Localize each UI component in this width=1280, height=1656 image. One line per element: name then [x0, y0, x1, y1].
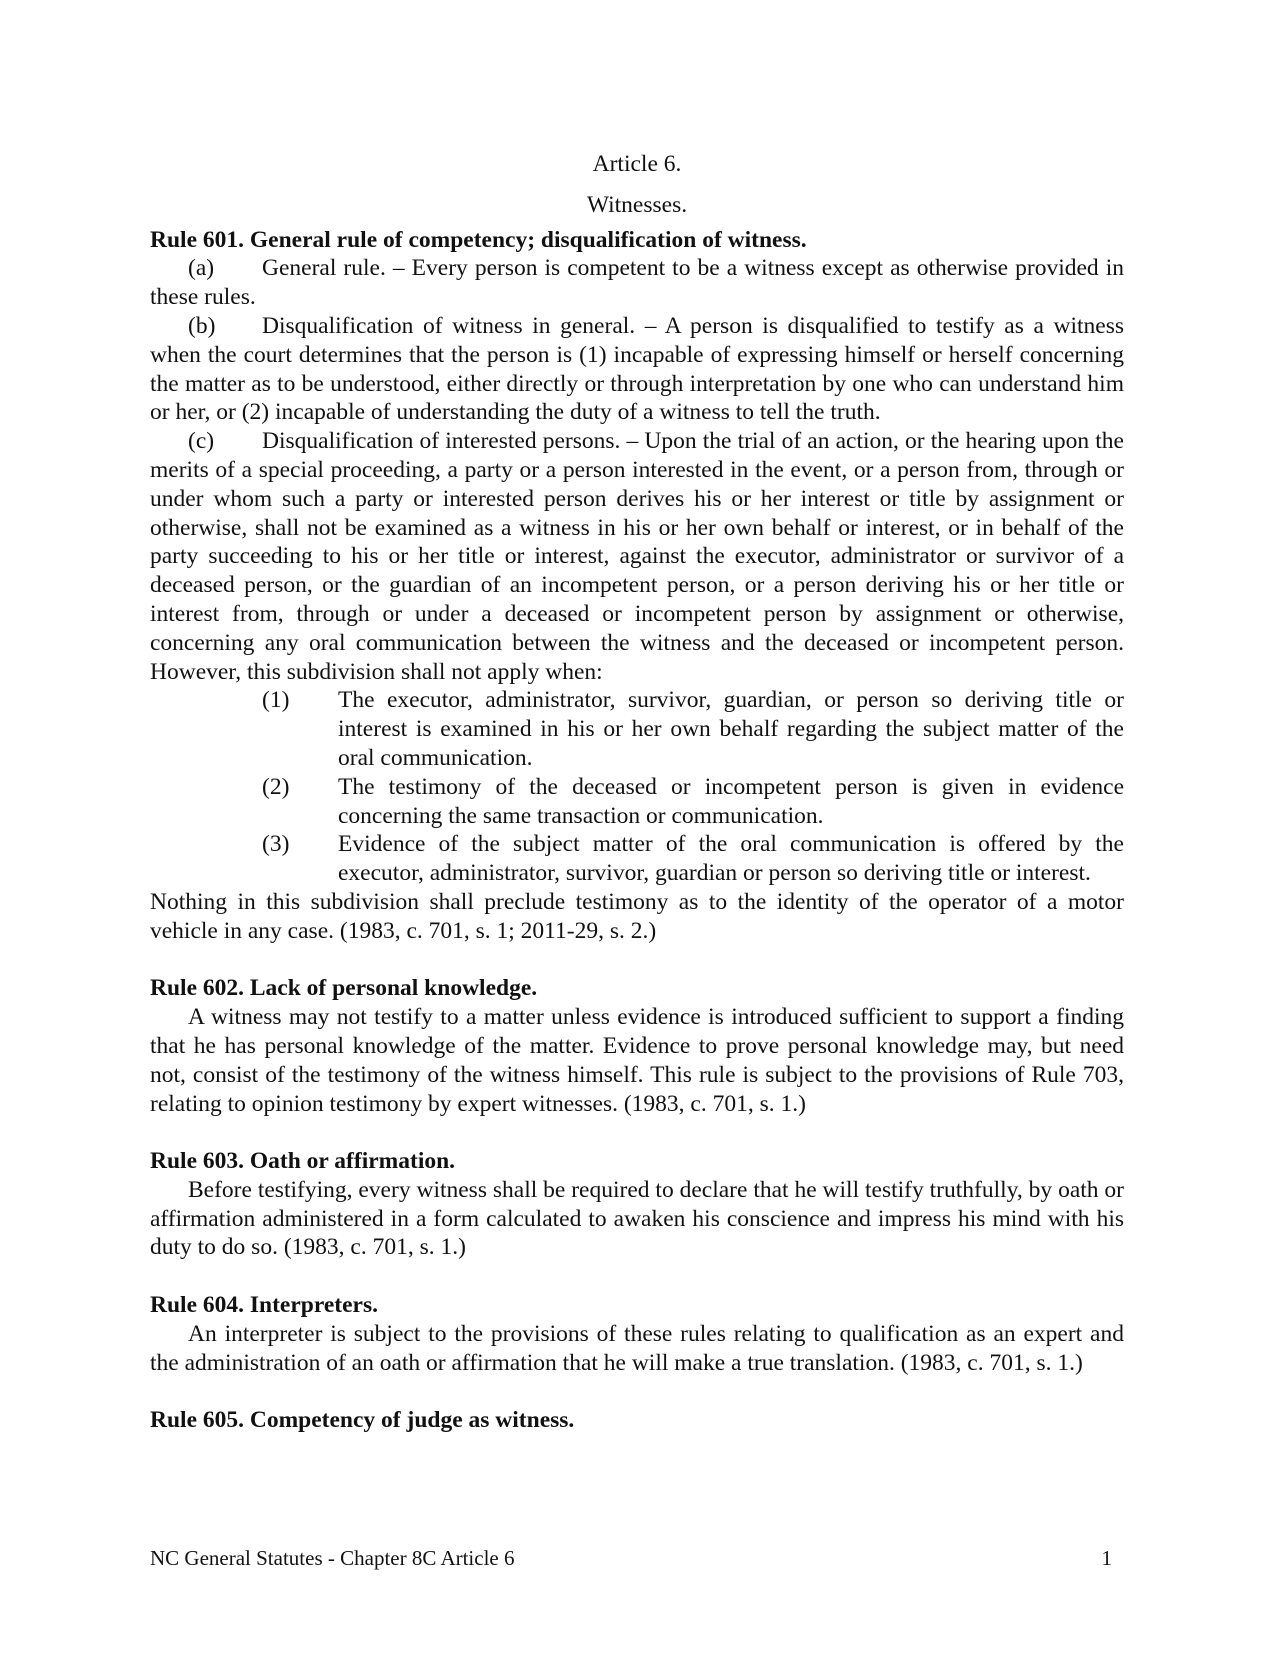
- list-item: [150, 830, 1124, 888]
- subsection-label: (c): [188, 428, 215, 455]
- rule-602-heading: Rule 602. Lack of personal knowledge.: [150, 975, 538, 1002]
- rule-603-heading: Rule 603. Oath or affirmation.: [150, 1148, 456, 1175]
- list-item: [150, 686, 1124, 772]
- spacer: [150, 1262, 1124, 1291]
- rule-601-closing: Nothing in this subdivision shall preclude testimony as to the identity of the operator of a motor vehicle in any case. (1983, c. 701, s. 1; 2011-29, s. 2.): [150, 888, 1124, 944]
- subsection-text: Disqualification of witness in general. – A person is disqualified to testify as a witness when the court determines that the person is (1) incapable of expressing himself or herself concerning the matter as to be understood, either directly or through interpretation by one who can understand him or her, or (2) incapable of understanding the duty of a witness to tell the truth.: [150, 312, 1124, 426]
- rule-604-text: An interpreter is subject to the provisions of these rules relating to qualification as an expert and the administration of an oath or affirmation that he will make a true translation. (1983, c. 701, s. 1.): [150, 1320, 1124, 1376]
- spacer: [150, 1118, 1124, 1147]
- list-item-number: (2): [262, 773, 290, 800]
- subsection-label: (b): [188, 312, 216, 339]
- subsection-text: General rule. – Every person is competent to be a witness except as otherwise provided in these rules.: [150, 255, 1124, 311]
- list-item-number: (1): [262, 687, 290, 714]
- rule-604-heading: Rule 604. Interpreters.: [150, 1292, 378, 1319]
- subsection-label: (a): [188, 255, 215, 282]
- footer-source: NC General Statutes - Chapter 8C Article 6: [150, 1546, 515, 1570]
- list-item-text: The testimony of the deceased or incompetent person is given in evidence concerning the same transaction or communication.: [338, 773, 1124, 829]
- article-title: Witnesses.: [586, 191, 688, 218]
- list-item: [150, 773, 1124, 831]
- spacer: [150, 946, 1124, 975]
- rule-602-text: A witness may not testify to a matter unless evidence is introduced sufficient to support a finding that he has personal knowledge of the matter. Evidence to prove personal knowledge may, but need not, consist of the testimony of the witness himself. This rule is subject to the provisions of Rule 703, relating to opinion testimony by expert witnesses. (1983, c. 701, s. 1.): [150, 1004, 1124, 1117]
- spacer: [150, 1377, 1124, 1406]
- article-number: Article 6.: [592, 151, 682, 177]
- rule-603-text: Before testifying, every witness shall be required to declare that he will testify truthfully, by oath or affirmation administered in a form calculated to awaken his conscience and impress his mind with his duty to do so. (1983, c. 701, s. 1.): [150, 1176, 1124, 1261]
- rule-601-subsection-a: [150, 254, 1124, 312]
- subsection-text: Disqualification of interested persons. – Upon the trial of an action, or the hearing upon the merits of a special proceeding, a party or a person interested in the event, or a person from, through or under whom such a party or interested person derives his or her interest or title by assignment or otherwise, shall not be examined as a witness in his or her own behalf or interest, or in behalf of the party succeeding to his or her title or interest, against the executor, administrator or survivor of a deceased person, or the guardian of an incompetent person, or a person deriving his or her title or interest from, through or under a deceased or incompetent person by assignment or otherwise, concerning any oral communication between the witness and the deceased or incompetent person. However, this subdivision shall not apply when:: [150, 428, 1124, 685]
- rule-601-subsection-c: [150, 427, 1124, 686]
- list-item-number: (3): [262, 831, 290, 858]
- rule-605-heading: Rule 605. Competency of judge as witness.: [150, 1407, 575, 1434]
- document-page: [150, 150, 1124, 1435]
- list-item-text: The executor, administrator, survivor, guardian, or person so deriving title or interest is examined in his or her own behalf regarding the subject matter of the oral communication.: [338, 687, 1124, 771]
- page-footer: [150, 1546, 1112, 1571]
- list-item-text: Evidence of the subject matter of the oral communication is offered by the executor, administrator, survivor, guardian or person so deriving title or interest.: [338, 831, 1124, 887]
- page-number: 1: [1101, 1546, 1112, 1570]
- exception-list: [150, 686, 1124, 888]
- rule-601-heading: Rule 601. General rule of competency; disqualification of witness.: [150, 226, 807, 253]
- rule-601-subsection-b: [150, 312, 1124, 427]
